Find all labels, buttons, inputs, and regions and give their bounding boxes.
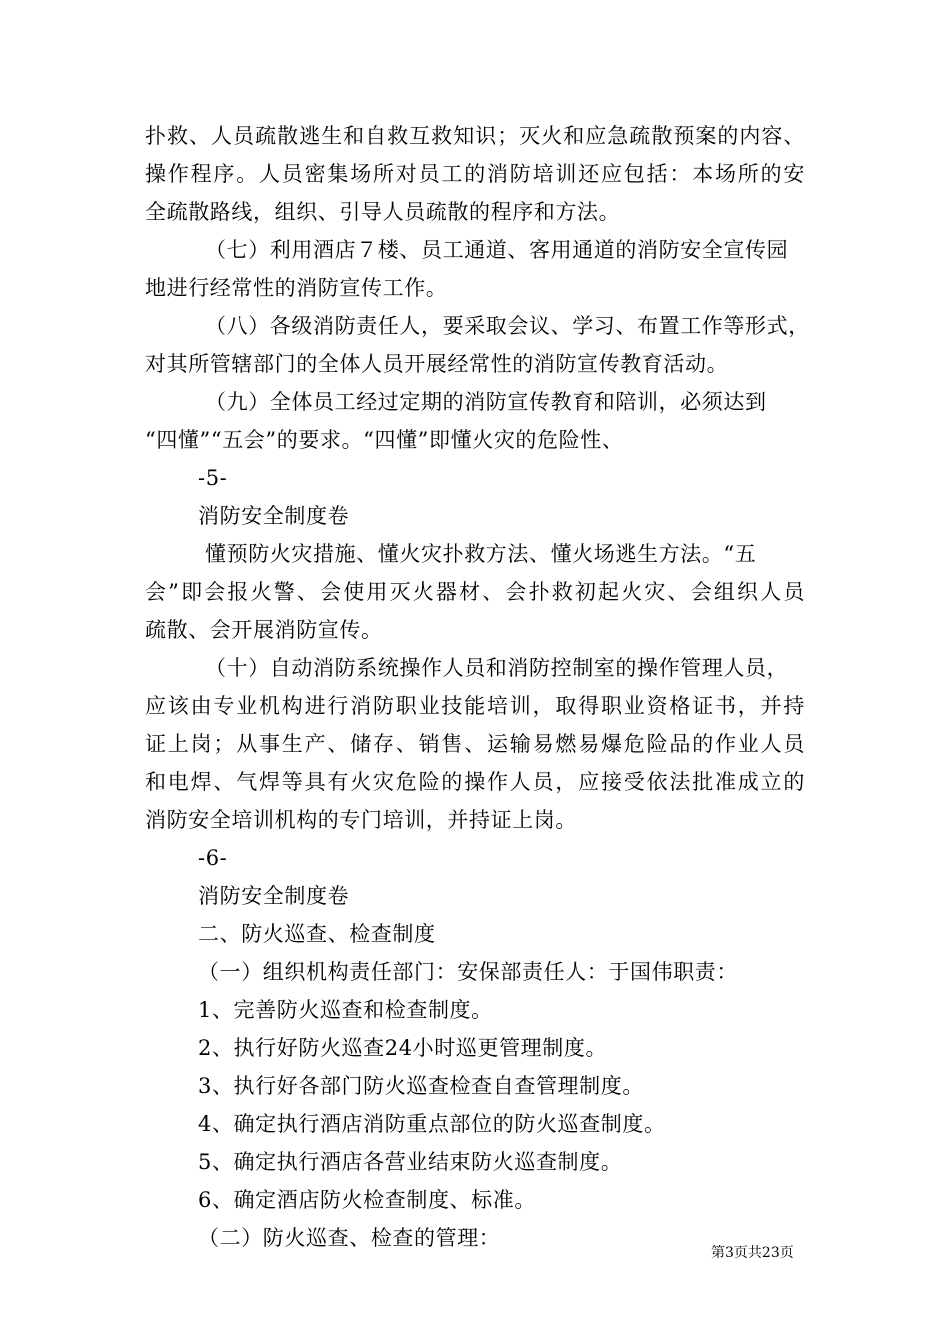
list-item: 4、确定执行酒店消防重点部位的防火巡查制度。 [198,1112,666,1136]
list-item: 5、确定执行酒店各营业结束防火巡查制度。 [198,1150,623,1174]
page-footer: 第3页共23页 [711,1245,794,1261]
paragraph-line: 地进行经常性的消防宣传工作。 [145,276,448,300]
paragraph-line: （一）组织机构责任部门：安保部责任人：于国伟职责： [198,960,738,984]
paragraph-line: （九）全体员工经过定期的消防宣传教育和陪训，必须达到 [205,390,767,414]
page-number-marker: -5- [198,466,228,490]
paragraph-line: 操作程序。人员密集场所对员工的消防培训还应包括：本场所的安 [145,162,805,186]
list-item: 3、执行好各部门防火巡查检查自查管理制度。 [198,1074,644,1098]
paragraph-line: 对其所管辖部门的全体人员开展经常性的消防宣传教育活动。 [145,352,729,376]
list-item: 1、完善防火巡查和检查制度。 [198,998,493,1022]
paragraph-line: （二）防火巡查、检查的管理： [198,1226,501,1250]
paragraph-line: 和电焊、气焊等具有火灾危险的操作人员，应接受依法批准成立的 [145,770,805,794]
paragraph-line: 证上岗；从事生产、储存、销售、运输易燃易爆危险品的作业人员 [145,732,805,756]
paragraph-line: 应该由专业机构进行消防职业技能培训，取得职业资格证书，并持 [145,694,805,718]
paragraph-line: 懂预防火灾措施、懂火灾扑救方法、懂火场逃生方法。“五 [205,542,757,566]
paragraph-line: 全疏散路线，组织、引导人员疏散的程序和方法。 [145,200,621,224]
paragraph-line: （七）利用酒店７楼、员工通道、客用通道的消防安全宣传园 [205,238,789,262]
paragraph-line: “四懂”“五会”的要求。“四懂”即懂火灾的危险性、 [145,428,624,452]
section-header: 消防安全制度卷 [198,504,350,528]
page-number-marker: -6- [198,846,228,870]
paragraph-line: 扑救、人员疏散逃生和自救互救知识；灭火和应急疏散预案的内容、 [145,124,805,148]
list-item: 6、确定酒店防火检查制度、标准。 [198,1188,536,1212]
paragraph-line: （十）自动消防系统操作人员和消防控制室的操作管理人员， [205,656,789,680]
paragraph-line: （八）各级消防责任人，要采取会议、学习、布置工作等形式， [205,314,810,338]
paragraph-line: 会”即会报火警、会使用灭火器材、会扑救初起火灾、会组织人员 [145,580,805,604]
list-item: 2、执行好防火巡查24小时巡更管理制度。 [198,1036,608,1060]
paragraph-line: 消防安全培训机构的专门培训，并持证上岗。 [145,808,577,832]
section-title: 二、防火巡查、检查制度 [198,922,436,946]
paragraph-line: 疏散、会开展消防宣传。 [145,618,383,642]
section-header: 消防安全制度卷 [198,884,350,908]
